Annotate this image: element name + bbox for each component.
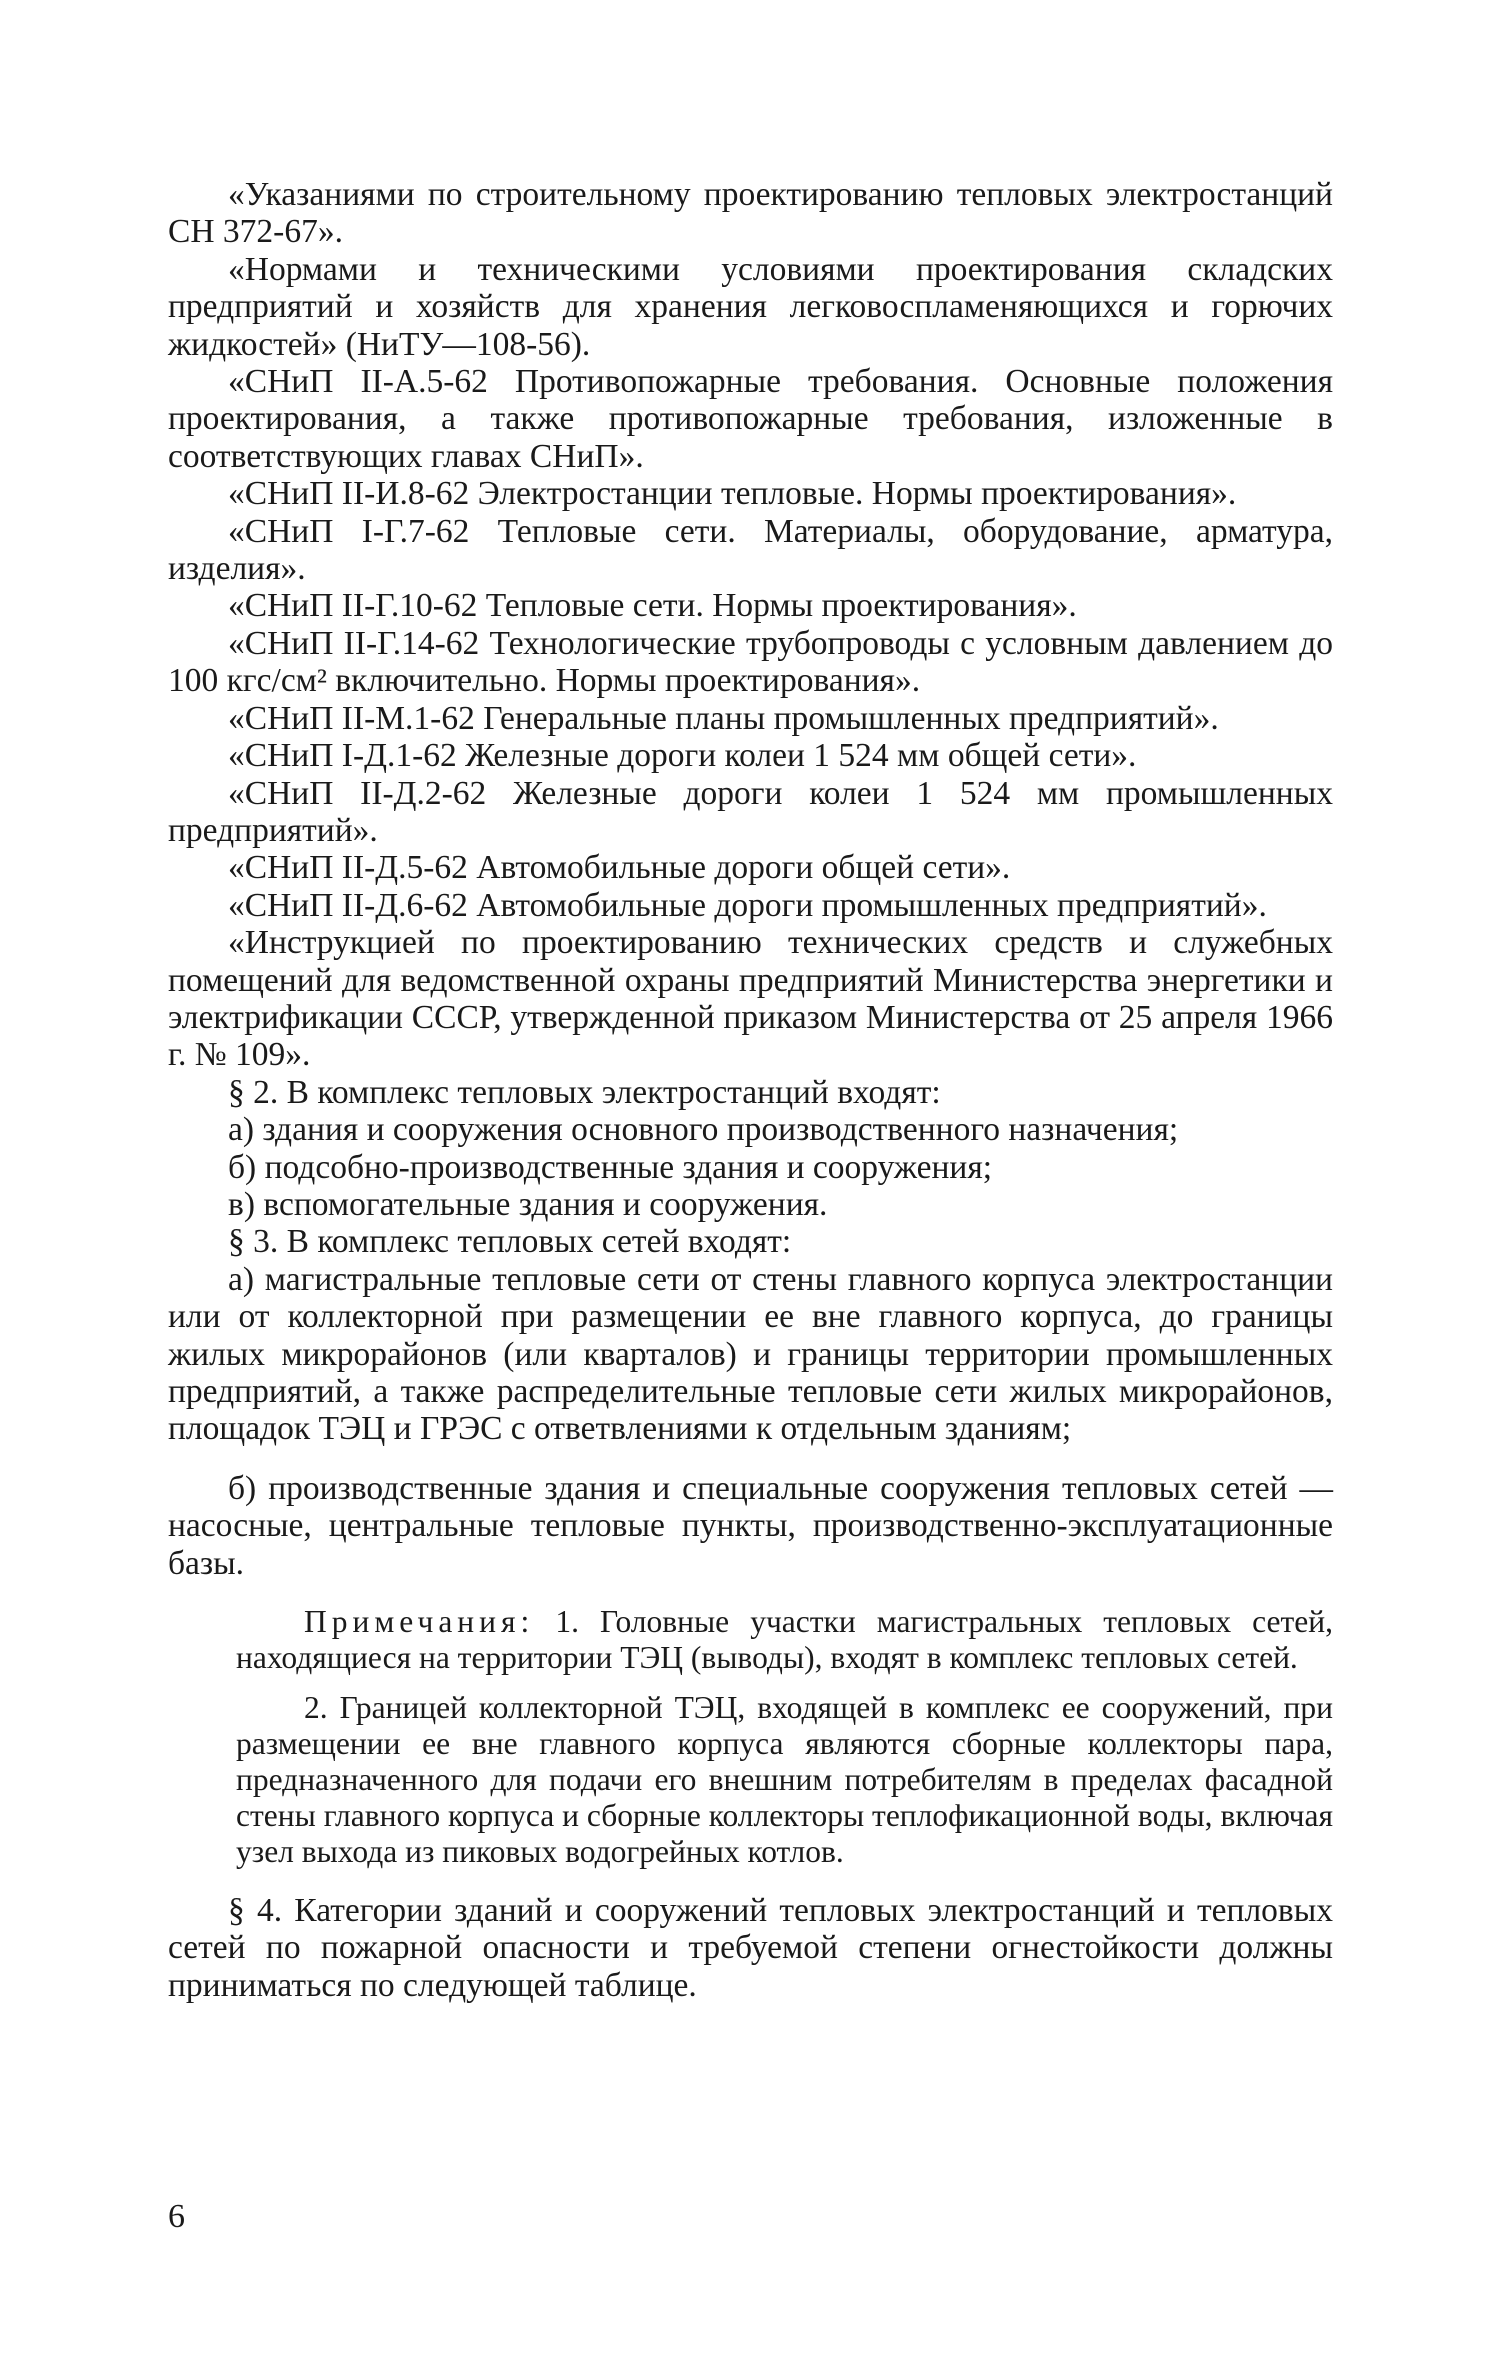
page-number: 6 (168, 2198, 185, 2235)
paragraph-snip-d5-62: «СНиП II-Д.5-62 Автомобильные дороги общей сети». (228, 849, 1011, 887)
paragraph-snip-g7-62: «СНиП I-Г.7-62 Тепловые сети. Материалы, оборудование, арматура, изделия». (168, 512, 1333, 588)
section-2-item-v: в) вспомогательные здания и сооружения. (228, 1185, 828, 1223)
paragraph-snip-d2-62: «СНиП II-Д.2-62 Железные дороги колеи 1 524 мм промышленных предприятий». (168, 774, 1333, 849)
note-2: 2. Границей коллекторной ТЭЦ, входящей в комплекс ее сооружений, при размещении ее вне главного корпуса являются сборные коллекторы пара, предназначенного для подачи его внешним потребителям в пределах фасадной стены главного корпуса и сборные коллекторы теплофикационной воды, включая узел выхода из пиковых водогрейных котлов. (236, 1690, 1333, 1870)
paragraph-nitu-108-56: «Нормами и техническими условиями проектирования складских предприятий и хозяйств для хранения легковоспламеняющихся и горючих жидкостей» (НиТУ—108-56). (168, 250, 1333, 363)
section-2-heading: § 2. В комплекс тепловых электростанций входят: (228, 1073, 941, 1111)
section-3-heading: § 3. В комплекс тепловых сетей входят: (228, 1223, 792, 1261)
paragraph-snip-i8-62: «СНиП II-И.8-62 Электростанции тепловые. Нормы проектирования». (228, 475, 1237, 513)
note-1-text: 1. Головные участки магистральных тепловых сетей, находящиеся на территории ТЭЦ (выводы), входят в комплекс тепловых сетей. (236, 1604, 1334, 1676)
paragraph-snip-d6-62: «СНиП II-Д.6-62 Автомобильные дороги промышленных предприятий». (228, 886, 1267, 924)
document-body (168, 176, 1333, 2004)
section-3-item-a: а) магистральные тепловые сети от стены главного корпуса электростанции или от коллекторной при размещении ее вне главного корпуса, до границы жилых микрорайонов (или кварталов) и границы территории промышленных предприятий, а также распределительные тепловые сети жилых микрорайонов, площадок ТЭЦ и ГРЭС с ответвлениями к отдельным зданиям; (168, 1260, 1333, 1448)
paragraph-snip-g14-62: «СНиП II-Г.14-62 Технологические трубопроводы с условным давлением до 100 кгс/см² включительно. Нормы проектирования». (168, 624, 1333, 700)
notes-block (236, 1604, 1333, 1870)
section-2-item-a: а) здания и сооружения основного производственного назначения; (228, 1111, 1179, 1149)
notes-heading: Примечания: (304, 1604, 535, 1640)
section-2-item-b: б) подсобно-производственные здания и сооружения; (228, 1148, 993, 1186)
paragraph-instruction: «Инструкцией по проектированию технических средств и служебных помещений для ведомственной охраны предприятий Министерства энергетики и электрификации СССР, утвержденной приказом Министерства от 25 апреля 1966 г. № 109». (168, 924, 1333, 1074)
paragraph-snip-d1-62: «СНиП I-Д.1-62 Железные дороги колеи 1 524 мм общей сети». (228, 737, 1137, 775)
paragraph-snip-m1-62: «СНиП II-М.1-62 Генеральные планы промышленных предприятий». (228, 699, 1219, 737)
paragraph-sn-372-67: «Указаниями по строительному проектированию тепловых электростанций СН 372-67». (168, 176, 1333, 251)
note-1 (236, 1604, 1333, 1676)
paragraph-snip-g10-62: «СНиП II-Г.10-62 Тепловые сети. Нормы проектирования». (228, 587, 1077, 625)
section-3-item-b: б) производственные здания и специальные сооружения тепловых сетей — насосные, центральные тепловые пункты, производственно-эксплуатационные базы. (168, 1469, 1333, 1582)
paragraph-snip-a5-62: «СНиП II-А.5-62 Противопожарные требования. Основные положения проектирования, а также противопожарные требования, изложенные в соответствующих главах СНиП». (168, 363, 1333, 475)
section-4-paragraph: § 4. Категории зданий и сооружений тепловых электростанций и тепловых сетей по пожарной опасности и требуемой степени огнестойкости должны приниматься по следующей таблице. (168, 1892, 1333, 2004)
